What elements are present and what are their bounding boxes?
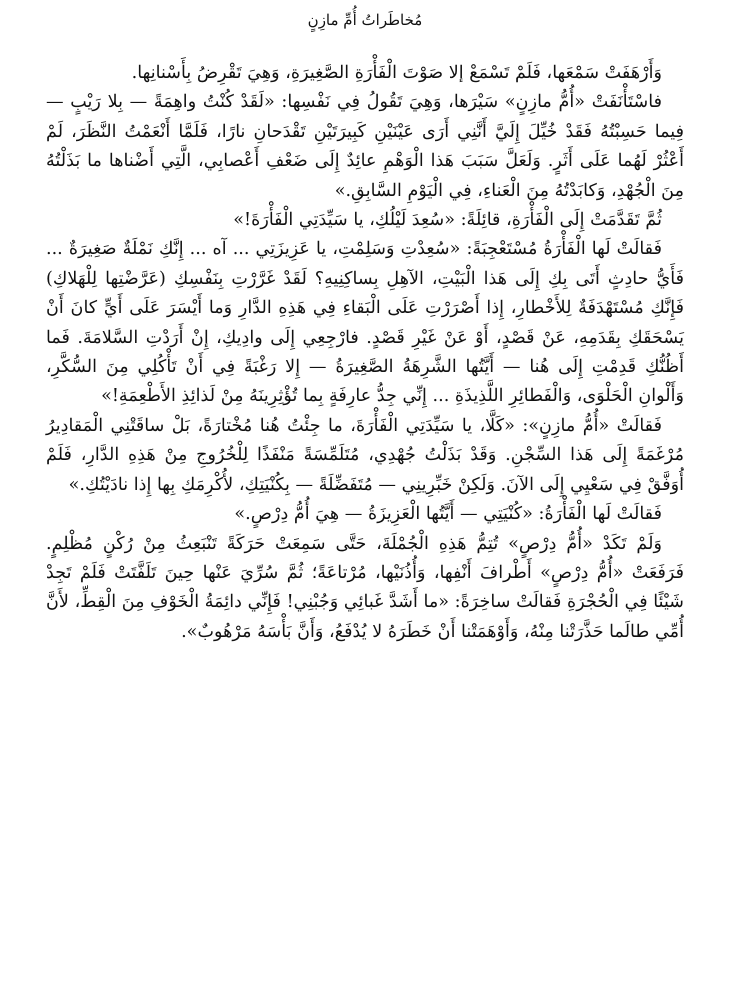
story-text (46, 59, 684, 647)
paragraph: فاسْتَأْنَفَتْ «أُمُّ مازِنٍ» سَيْرَها، وَهِيَ تَقُولُ فِي نَفْسِها: «لَقَدْ كُنْتُ واهِمَةً — بِلا رَيْبٍ — فِيما حَسِبْتُهُ فَقَدْ خُيِّلَ إِلَيَّ أَنَّنِي أَرَى عَيْنَيْنِ كَبِيرَتَيْنِ تَقْدَحانِ نارًا، فَلَمَّا أَنْعَمْتُ النَّظَرَ، لَمْ أَعْثُرْ لَهُما عَلَى أَثَرٍ. وَلَعَلَّ سَبَبَ هَذا الْوَهْمِ عائِدٌ إِلَى ضَعْفِ أَعْصابِي، الَّتِي أَضْناها ما بَذَلْتُهُ مِنَ الْجُهْدِ، وَكابَدْتُهُ مِنَ الْعَناءِ، فِي الْيَوْمِ السَّابِقِ.» (46, 92, 684, 201)
paragraph: وَلَمْ تَكَدْ «أُمُّ دِرْصٍ» تُتِمُّ هَذِهِ الْجُمْلَةَ، حَتَّى سَمِعَتْ حَرَكَةً تَنْبَعِثُ مِنْ رُكْنٍ مُظْلِمٍ. فَرَفَعَتْ «أُمُّ دِرْصٍ» أَطْرافَ أَنْفِها، وَأُذُنَيْها، مُرْتاعَةً؛ ثُمَّ سُرِّيَ عَنْها حِينَ تَلَفَّتَتْ فَلَمْ تَجِدْ شَيْئًا فِي الْحُجْرَةِ فَقالَتْ ساخِرَةً: «ما أَشَدَّ غَبائِي وَجُبْنِي! فَإِنِّي دائِمَةُ الْخَوْفِ مِنَ الْقِطِّ، لأَنَّ أُمِّي طالَما حَذَّرَتْنا مِنْهُ، وَأَوْهَمَتْنا أَنْ خَطَرَهُ لا يُدْفَعُ، وَأَنَّ بَأْسَهُ مَرْهُوبٌ». (46, 533, 684, 642)
paragraph: ثُمَّ تَقَدَّمَتْ إِلَى الْفَأْرَةِ، قائِلَةً: «سُعِدَ لَيْلُكِ، يا سَيِّدَتِي الْفَأْرَةَ!» (233, 210, 662, 231)
paragraph: فَقالَتْ لَها الْفَأْرَةُ: «كُنْيَتِي — أَيَّتُها الْعَزِيزَةُ — هِيَ أُمُّ دِرْصٍ.» (234, 504, 662, 525)
running-header: مُخاطَراتُ أُمِّ مازِنٍ (307, 11, 423, 29)
paragraph: فَقالَتْ «أُمُّ مازِنٍ»: «كَلَّا، يا سَيِّدَتِي الْفَأْرَةَ، ما جِئْتُ هُنا مُخْتارَةً، بَلْ ساقَتْنِي الْمَقادِيرُ مُرْغَمَةً إِلَى هَذا السِّجْنِ. وَقَدْ بَذَلْتُ جُهْدِي، مُتَلَمِّسَةً مَنْفَذًا لِلْخُرُوجِ مِنْ هَذِهِ الدَّارِ، فَلَمْ أُوَفَّقْ فِي سَعْيِي إِلَى الآنَ. وَلَكِنْ خَبِّرِينِي — مُتَفَضِّلَةً — بِكُنْيَتِكِ، لأُكْرِمَكِ بِها إِذا نادَيْتُكِ.» (46, 415, 684, 495)
paragraph: وَأَرْهَفَتْ سَمْعَها، فَلَمْ تَسْمَعْ إلا صَوْتَ الْفَأْرَةِ الصَّغِيرَةِ، وَهِيَ تَقْرِضُ بِأَسْنانِها. (131, 63, 662, 83)
paragraph: فَقالَتْ لَها الْفَأْرَةُ مُسْتَعْجِبَةً: «سُعِدْتِ وَسَلِمْتِ، يا عَزِيزَتِي ... آه ... إِنَّكِ نَمْلَةٌ صَغِيرَةٌ ... فَأَيُّ حادِثٍ أَتَى بِكِ إِلَى هَذا الْبَيْتِ، الآهِلِ بِساكِنِيهِ؟ لَقَدْ غَرَّرْتِ بِنَفْسِكِ (عَرَّضْتِها لِلْهَلاكِ) فَإِنَّكِ مُسْتَهْدَفَةٌ لِلأَخْطارِ، إِذا أَصْرَرْتِ عَلَى الْبَقاءِ فِي هَذِهِ الدَّارِ وَما أَيْسَرَ عَلَى أَيٍّ كانَ أَنْ يَسْحَقَكِ بِقَدَمِهِ، عَنْ قَصْدٍ، أَوْ عَنْ غَيْرِ قَصْدٍ. فارْجِعِي إِلَى وادِيكِ، إِنْ أَرَدْتِ السَّلامَةَ. فَما أَظُنُّكِ قَدِمْتِ إِلَى هُنا — أَيَّتُها الشَّرِهَةُ الصَّغِيرَةُ — إِلا رَغْبَةً فِي أَنْ تَأْكُلِي مِنَ السُّكَّرِ، وَأَلْوانِ الْحَلْوَى، وَالْفَطائِرِ اللَّذِيذَةِ ... إِنِّي جِدُّ عارِفَةٍ بِما تُؤْثِرِينَهُ مِنْ لَذائِذِ الأَطْعِمَةِ!» (46, 239, 684, 407)
